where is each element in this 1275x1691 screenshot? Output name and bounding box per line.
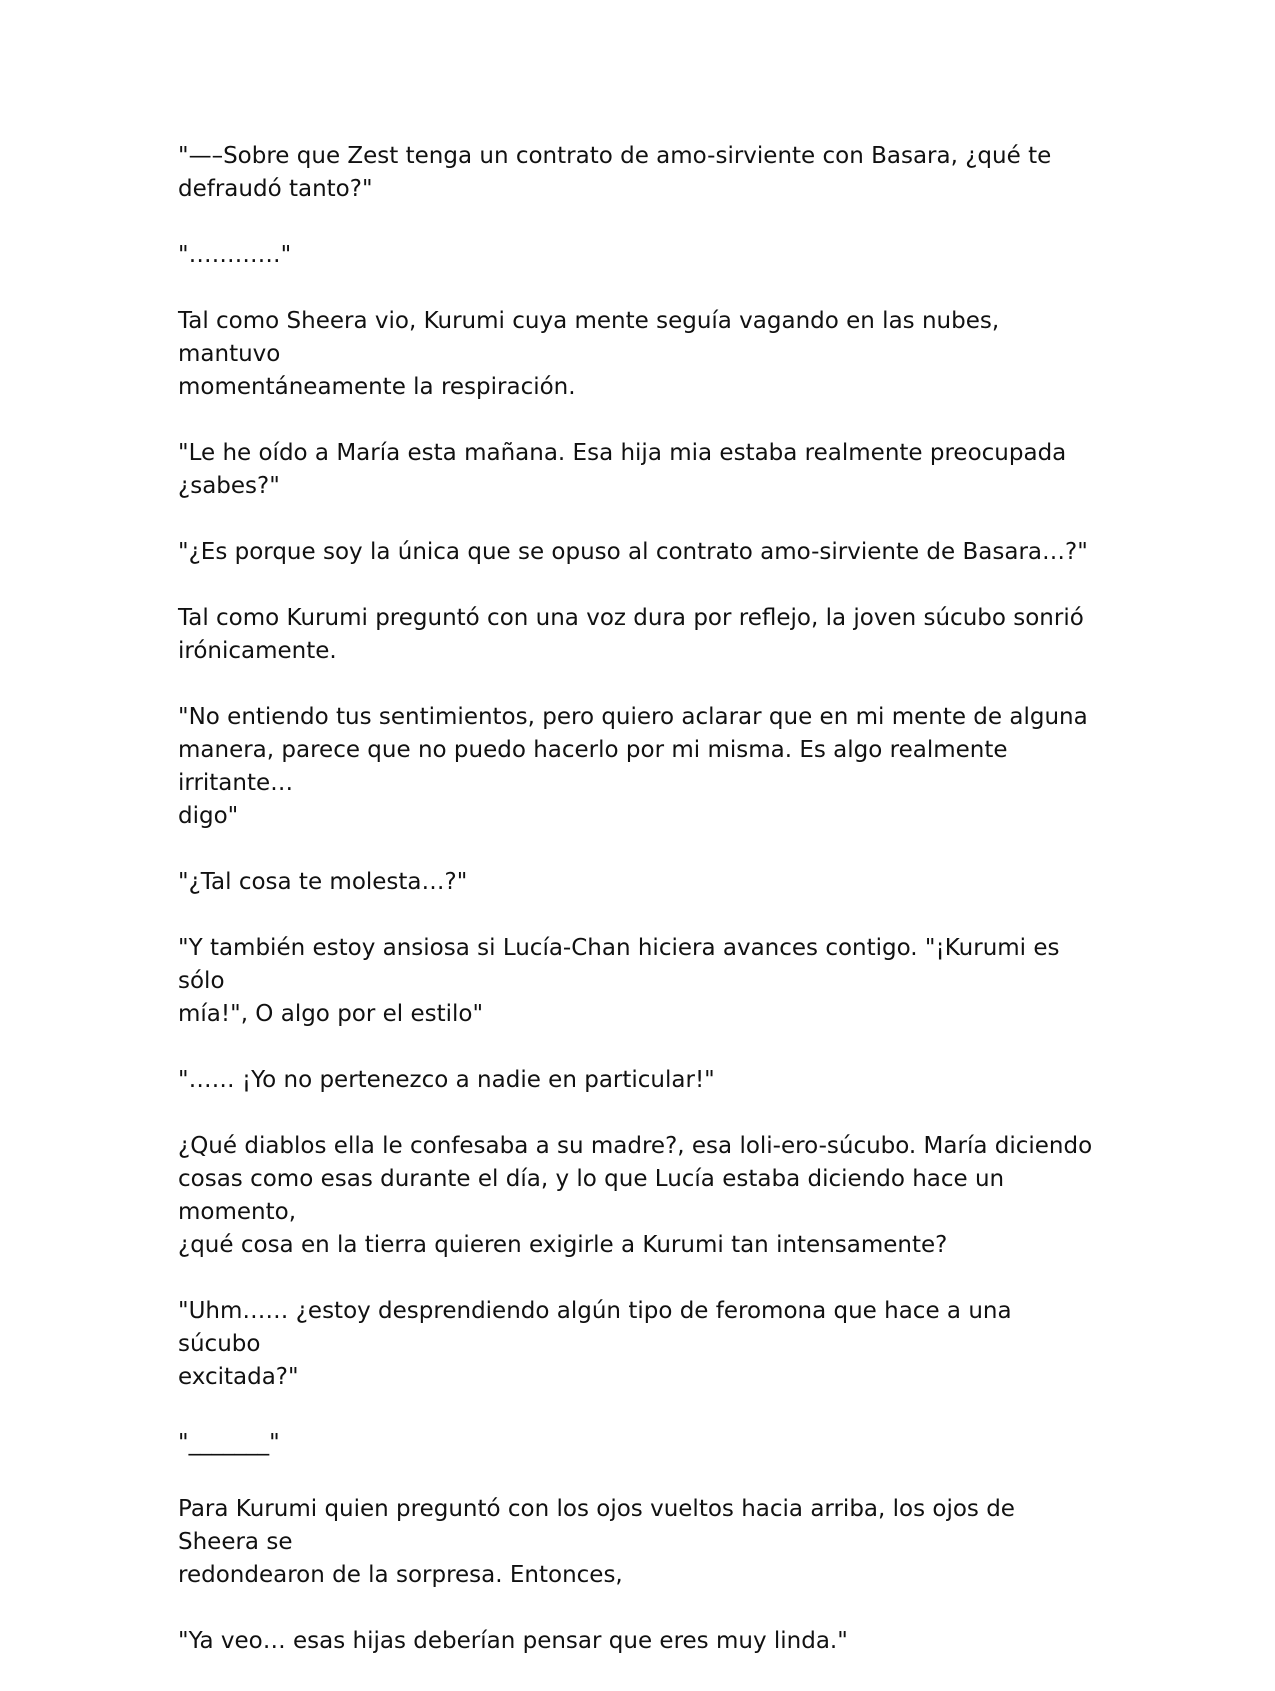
paragraph-2: "…………" [178,242,292,268]
paragraph-11: ¿Qué diablos ella le confesaba a su madre?, esa loli-ero-súcubo. María diciendo cosas como esas durante el día, y lo que Lucía estaba diciendo hace un momento, ¿qué cosa en la tierra quieren exigirle a Kurumi tan intensamente? [178,1133,1093,1258]
paragraph-15: "Ya veo… esas hijas deberían pensar que eres muy linda." [178,1628,848,1654]
paragraph-14: Para Kurumi quien preguntó con los ojos vueltos hacia arriba, los ojos de Sheera se redondearon de la sorpresa. Entonces, [178,1496,1015,1588]
paragraph-6: Tal como Kurumi preguntó con una voz dura por reflejo, la joven súcubo sonrió irónicamente. [178,605,1084,664]
paragraph-8: "¿Tal cosa te molesta…?" [178,869,468,895]
paragraph-1: "—–Sobre que Zest tenga un contrato de amo-sirviente con Basara, ¿qué te defraudó tanto?" [178,143,1052,202]
paragraph-13: "_______" [178,1430,280,1456]
paragraph-5: "¿Es porque soy la única que se opuso al contrato amo-sirviente de Basara…?" [178,539,1088,565]
paragraph-10: "…… ¡Yo no pertenezco a nadie en particular!" [178,1067,715,1093]
paragraph-4: "Le he oído a María esta mañana. Esa hija mia estaba realmente preocupada ¿sabes?" [178,440,1067,499]
paragraph-9: "Y también estoy ansiosa si Lucía-Chan hiciera avances contigo. "¡Kurumi es sólo mía!", O algo por el estilo" [178,935,1060,1027]
paragraph-12: "Uhm…… ¿estoy desprendiendo algún tipo de feromona que hace a una súcubo excitada?" [178,1298,1012,1390]
paragraph-7: "No entiendo tus sentimientos, pero quiero aclarar que en mi mente de alguna manera, parece que no puedo hacerlo por mi misma. Es algo realmente irritante… digo" [178,704,1088,829]
document-page [178,140,1098,1691]
paragraph-3: Tal como Sheera vio, Kurumi cuya mente seguía vagando en las nubes, mantuvo momentáneamente la respiración. [178,308,1000,400]
